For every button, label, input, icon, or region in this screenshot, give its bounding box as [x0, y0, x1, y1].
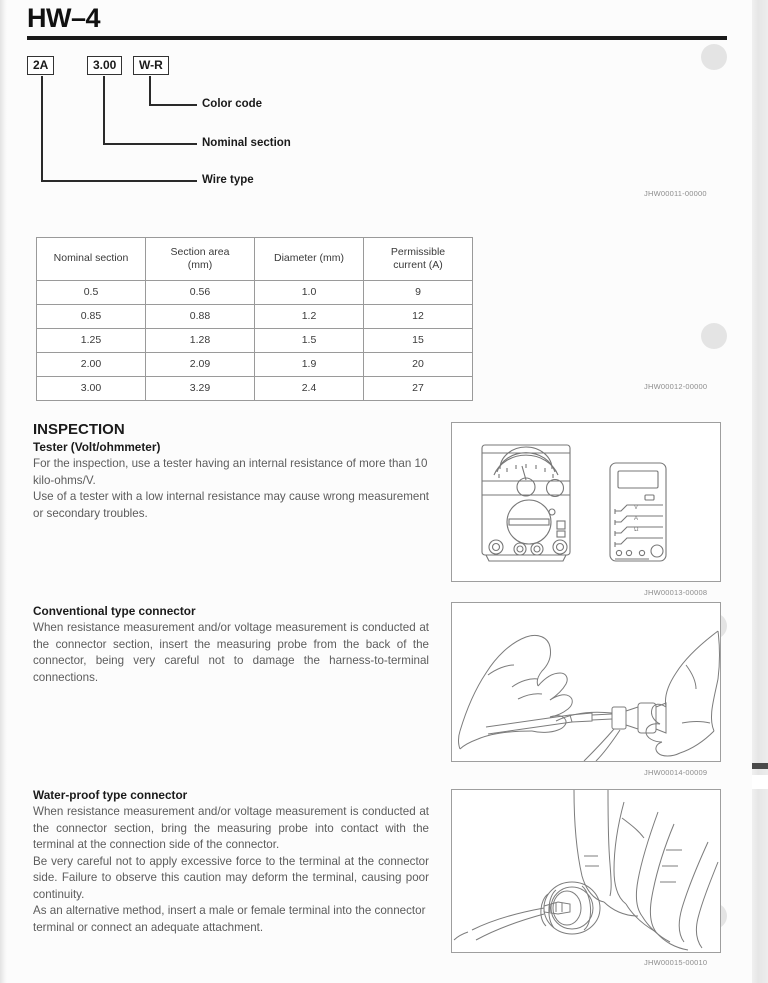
table-header-diameter — [255, 238, 364, 281]
table-cell: 1.0 — [255, 281, 364, 305]
table-header-line: Permissible — [390, 245, 446, 258]
waterproof-connector-paragraph-1: When resistance measurement and/or voltage measurement is conducted at the connector section, bring the measuring probe into contact with the terminal at the connection side of the connector. — [33, 805, 429, 852]
page-header — [27, 4, 727, 40]
table-cell: 0.85 — [37, 305, 146, 329]
page-scan-edge-right — [752, 0, 768, 983]
table-header-line: Nominal section — [53, 252, 129, 265]
svg-text:Ω: Ω — [634, 527, 639, 533]
leader-line-wire-type-horizontal — [41, 180, 197, 182]
figure-tester-panel — [451, 422, 721, 582]
nominal-section-code-box: 3.00 — [87, 56, 122, 75]
figure-waterproof-connector-panel — [451, 789, 721, 953]
leader-label-color-code: Color code — [202, 98, 263, 110]
leader-line-color-code-vertical — [149, 76, 151, 105]
table-header-row — [37, 238, 473, 281]
table-cell: 27 — [364, 377, 473, 401]
scan-artifact-highlight — [752, 775, 768, 789]
figure-code-conventional-connector: JHW00014-00009 — [644, 768, 708, 777]
waterproof-connector-paragraph-2: Be very careful not to apply excessive force to the terminal at the connector side. Failure to observe this caution may deform the terminal, causing poor continuity. — [33, 854, 429, 901]
figure-waterproof-connector-illustration — [452, 790, 720, 952]
leader-label-nominal-section: Nominal section — [202, 137, 291, 149]
color-code-box: W-R — [133, 56, 169, 75]
wire-spec-table-wrap — [36, 237, 473, 401]
table-row — [37, 305, 473, 329]
svg-text:V: V — [634, 505, 639, 511]
table-header-line: Section area — [170, 245, 230, 258]
figure-tester-illustration — [452, 423, 720, 581]
table-cell: 20 — [364, 353, 473, 377]
scan-artifact-mark — [752, 763, 768, 769]
table-header-line: Diameter (mm) — [274, 252, 344, 265]
table-row — [37, 353, 473, 377]
table-cell: 9 — [364, 281, 473, 305]
table-cell: 1.5 — [255, 329, 364, 353]
figure-code-waterproof-connector: JHW00015-00010 — [644, 958, 708, 967]
figure-code-wire-code-diagram: JHW00011-00000 — [644, 189, 707, 198]
table-header-line: current (A) — [393, 259, 443, 271]
table-cell: 3.00 — [37, 377, 146, 401]
punch-hole-smudge — [701, 44, 727, 70]
page-scan-edge-left — [0, 0, 7, 983]
waterproof-connector-paragraph-3: As an alternative method, insert a male or female terminal into the connector terminal or connect an adequate attachment. — [33, 904, 426, 934]
waterproof-connector-section — [33, 788, 429, 936]
figure-conventional-connector-panel — [451, 602, 721, 762]
table-cell: 1.25 — [37, 329, 146, 353]
table-cell: 0.5 — [37, 281, 146, 305]
conventional-connector-paragraph-1: When resistance measurement and/or voltage measurement is conducted at the connector section, insert the measuring probe from the back of the connector, being very careful not to damage the harness-to-terminal connections. — [33, 621, 429, 684]
table-cell: 1.9 — [255, 353, 364, 377]
inspection-section — [33, 421, 429, 522]
table-cell: 0.56 — [146, 281, 255, 305]
table-row — [37, 329, 473, 353]
table-cell: 12 — [364, 305, 473, 329]
table-header-nominal-section — [37, 238, 146, 281]
tester-paragraph-2: Use of a tester with a low internal resistance may cause wrong measurement or secondary troubles. — [33, 490, 429, 520]
table-header-permissible-current — [364, 238, 473, 281]
table-cell: 15 — [364, 329, 473, 353]
table-cell: 2.4 — [255, 377, 364, 401]
table-header-section-area — [146, 238, 255, 281]
leader-line-color-code-horizontal — [149, 104, 197, 106]
inspection-heading: INSPECTION — [33, 421, 125, 438]
svg-text:A: A — [634, 516, 639, 522]
leader-label-wire-type: Wire type — [202, 174, 254, 186]
conventional-connector-subheading: Conventional type connector — [33, 604, 196, 618]
table-cell: 1.28 — [146, 329, 255, 353]
figure-conventional-connector-illustration — [452, 603, 720, 761]
header-rule — [27, 36, 727, 40]
table-cell: 2.09 — [146, 353, 255, 377]
wire-spec-table — [36, 237, 473, 401]
leader-line-nominal-section-vertical — [103, 76, 105, 144]
table-row — [37, 377, 473, 401]
wire-type-code-box: 2A — [27, 56, 54, 75]
tester-paragraph-1: For the inspection, use a tester having an internal resistance of more than 10 kilo-ohms/V. — [33, 457, 428, 487]
table-cell: 3.29 — [146, 377, 255, 401]
table-header-line: (mm) — [187, 259, 213, 271]
leader-line-wire-type-vertical — [41, 76, 43, 181]
page-title: HW–4 — [27, 3, 101, 33]
table-cell: 1.2 — [255, 305, 364, 329]
conventional-connector-section — [33, 604, 429, 686]
figure-code-tester: JHW00013-00008 — [644, 588, 708, 597]
leader-line-nominal-section-horizontal — [103, 143, 197, 145]
tester-subheading: Tester (Volt/ohmmeter) — [33, 440, 161, 454]
table-cell: 2.00 — [37, 353, 146, 377]
figure-code-wire-table: JHW00012-00000 — [644, 382, 708, 391]
wire-code-diagram — [27, 56, 447, 196]
table-cell: 0.88 — [146, 305, 255, 329]
waterproof-connector-subheading: Water-proof type connector — [33, 788, 188, 802]
punch-hole-smudge — [701, 323, 727, 349]
table-row — [37, 281, 473, 305]
